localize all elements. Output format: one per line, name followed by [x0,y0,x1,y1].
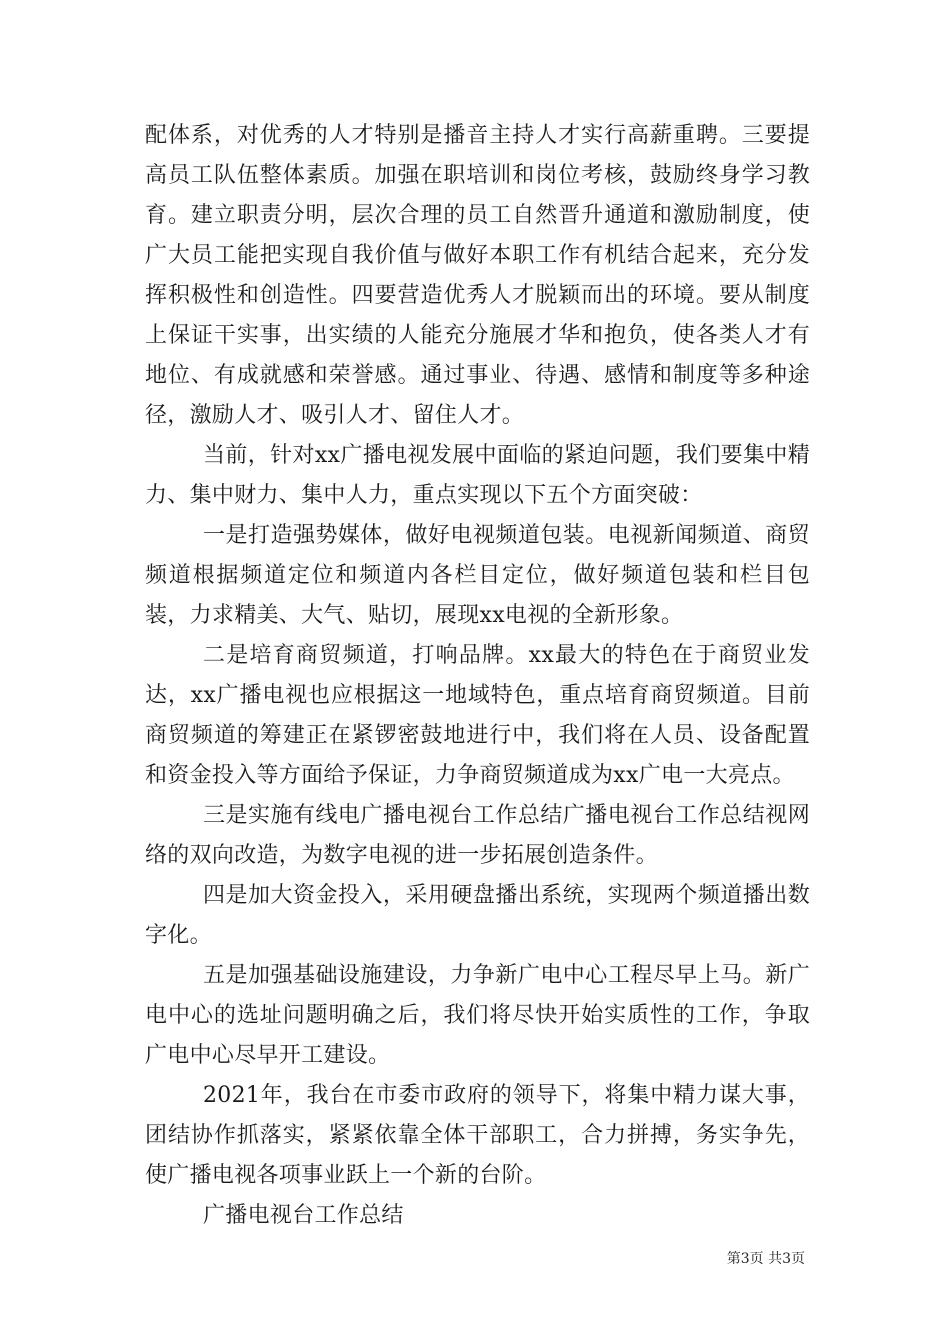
paragraph-7: 五是加强基础设施建设，力争新广电中心工程尽早上马。新广电中心的选址问题明确之后，我们将尽快开始实质性的工作，争取广电中心尽早开工建设。 [145,963,810,1068]
paragraph-2: 当前，针对xx广播电视发展中面临的紧迫问题，我们要集中精力、集中财力、集中人力，重点实现以下五个方面突破： [145,443,810,508]
paragraph-1: 配体系，对优秀的人才特别是播音主持人才实行高薪重聘。三要提高员工队伍整体素质。加强在职培训和岗位考核，鼓励终身学习教育。建立职责分明，层次合理的员工自然晋升通道和激励制度，使广大员工能把实现自我价值与做好本职工作有机结合起来，充分发挥积极性和创造性。四要营造优秀人才脱颖而出的环境。要从制度上保证干实事，出实绩的人能充分施展才华和抱负，使各类人才有地位、有成就感和荣誉感。通过事业、待遇、感情和制度等多种途径，激励人才、吸引人才、留住人才。 [145,123,810,428]
page-number: 第3页 共3页 [726,1251,805,1267]
paragraph-8: 2021年，我台在市委市政府的领导下，将集中精力谋大事，团结协作抓落实，紧紧依靠全体干部职工，合力拼搏，务实争先，使广播电视各项事业跃上一个新的台阶。 [145,1083,810,1188]
paragraph-5: 三是实施有线电广播电视台工作总结广播电视台工作总结视网络的双向改造，为数字电视的进一步拓展创造条件。 [145,803,810,868]
paragraph-3: 一是打造强势媒体，做好电视频道包装。电视新闻频道、商贸频道根据频道定位和频道内各栏目定位，做好频道包装和栏目包装，力求精美、大气、贴切，展现xx电视的全新形象。 [145,523,810,628]
paragraph-4: 二是培育商贸频道，打响品牌。xx最大的特色在于商贸业发达，xx广播电视也应根据这一地域特色，重点培育商贸频道。目前商贸频道的筹建正在紧锣密鼓地进行中，我们将在人员、设备配置和资金投入等方面给予保证，力争商贸频道成为xx广电一大亮点。 [145,643,810,788]
closing-title: 广播电视台工作总结 [203,1203,404,1228]
document-body [145,116,810,1236]
paragraph-6: 四是加大资金投入，采用硬盘播出系统，实现两个频道播出数字化。 [145,883,810,948]
